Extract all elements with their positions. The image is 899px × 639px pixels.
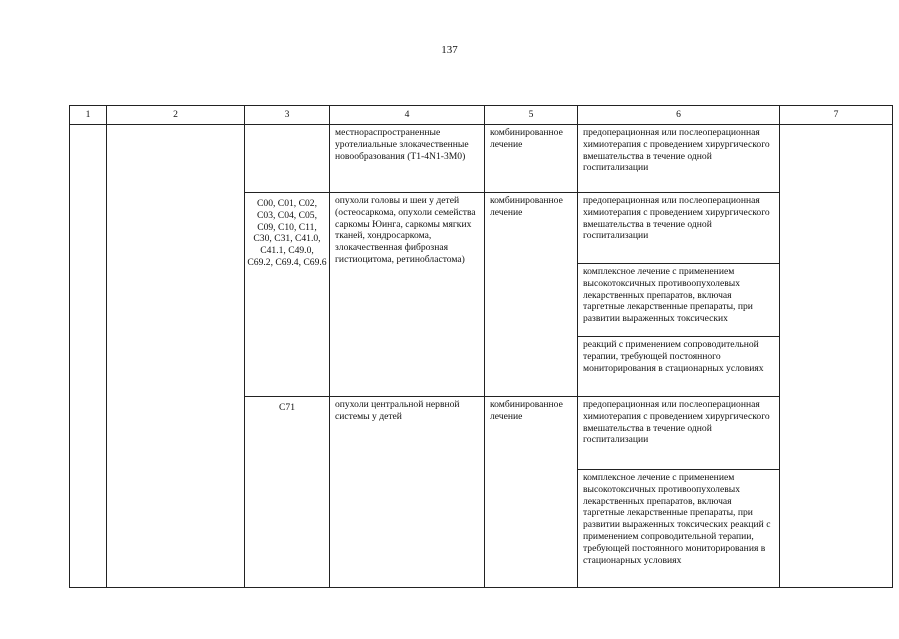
therapy-type-cell: комбинированное лечение bbox=[485, 397, 578, 588]
header-col-1: 1 bbox=[70, 106, 107, 125]
cell-col-7 bbox=[780, 125, 893, 588]
condition-cell: опухоли головы и шеи у детей (остеосаркома, опухоли семейства саркомы Юинга, саркомы мягких тканей, хондросаркома, злокачественная фиброзная гистиоцитома, ретинобластома) bbox=[330, 193, 485, 397]
method-cell: предоперационная или послеоперационная химиотерапия с проведением хирургического вмешательства в течение одной госпитализации bbox=[578, 193, 780, 264]
header-row bbox=[70, 106, 893, 125]
header-col-2: 2 bbox=[107, 106, 245, 125]
table-row bbox=[70, 125, 893, 193]
method-cell: предоперационная или послеоперационная химиотерапия с проведением хирургического вмешательства в течение одной госпитализации bbox=[578, 125, 780, 193]
therapy-type-cell: комбинированное лечение bbox=[485, 125, 578, 193]
treatment-table bbox=[69, 105, 893, 588]
therapy-type-cell: комбинированное лечение bbox=[485, 193, 578, 397]
condition-cell: местнораспространенные уротелиальные злокачественные новообразования (T1-4N1-3M0) bbox=[330, 125, 485, 193]
codes-cell bbox=[245, 125, 330, 193]
page-number: 137 bbox=[441, 44, 458, 56]
header-col-5: 5 bbox=[485, 106, 578, 125]
codes-cell: C71 bbox=[245, 397, 330, 588]
condition-cell: опухоли центральной нервной системы у детей bbox=[330, 397, 485, 588]
header-col-3: 3 bbox=[245, 106, 330, 125]
header-col-4: 4 bbox=[330, 106, 485, 125]
method-cell: реакций с применением сопроводительной терапии, требующей постоянного мониторирования в стационарных условиях bbox=[578, 337, 780, 397]
header-col-7: 7 bbox=[780, 106, 893, 125]
codes-cell: C00, C01, C02, C03, C04, C05, C09, C10, C11, C30, C31, C41.0, C41.1, C49.0, C69.2, C69.4, C69.6 bbox=[245, 193, 330, 397]
header-col-6: 6 bbox=[578, 106, 780, 125]
cell-col-1 bbox=[70, 125, 107, 588]
cell-col-2 bbox=[107, 125, 245, 588]
method-cell: комплексное лечение с применением высокотоксичных противоопухолевых лекарственных препаратов, включая таргетные лекарственные препараты, при развитии выраженных токсических реакций с применением сопроводительной терапии, требующей постоянного мониторирования в стационарных условиях bbox=[578, 470, 780, 588]
method-cell: предоперационная или послеоперационная химиотерапия с проведением хирургического вмешательства в течение одной госпитализации bbox=[578, 397, 780, 470]
method-cell: комплексное лечение с применением высокотоксичных противоопухолевых лекарственных препаратов, включая таргетные лекарственные препараты, при развитии выраженных токсических bbox=[578, 264, 780, 337]
